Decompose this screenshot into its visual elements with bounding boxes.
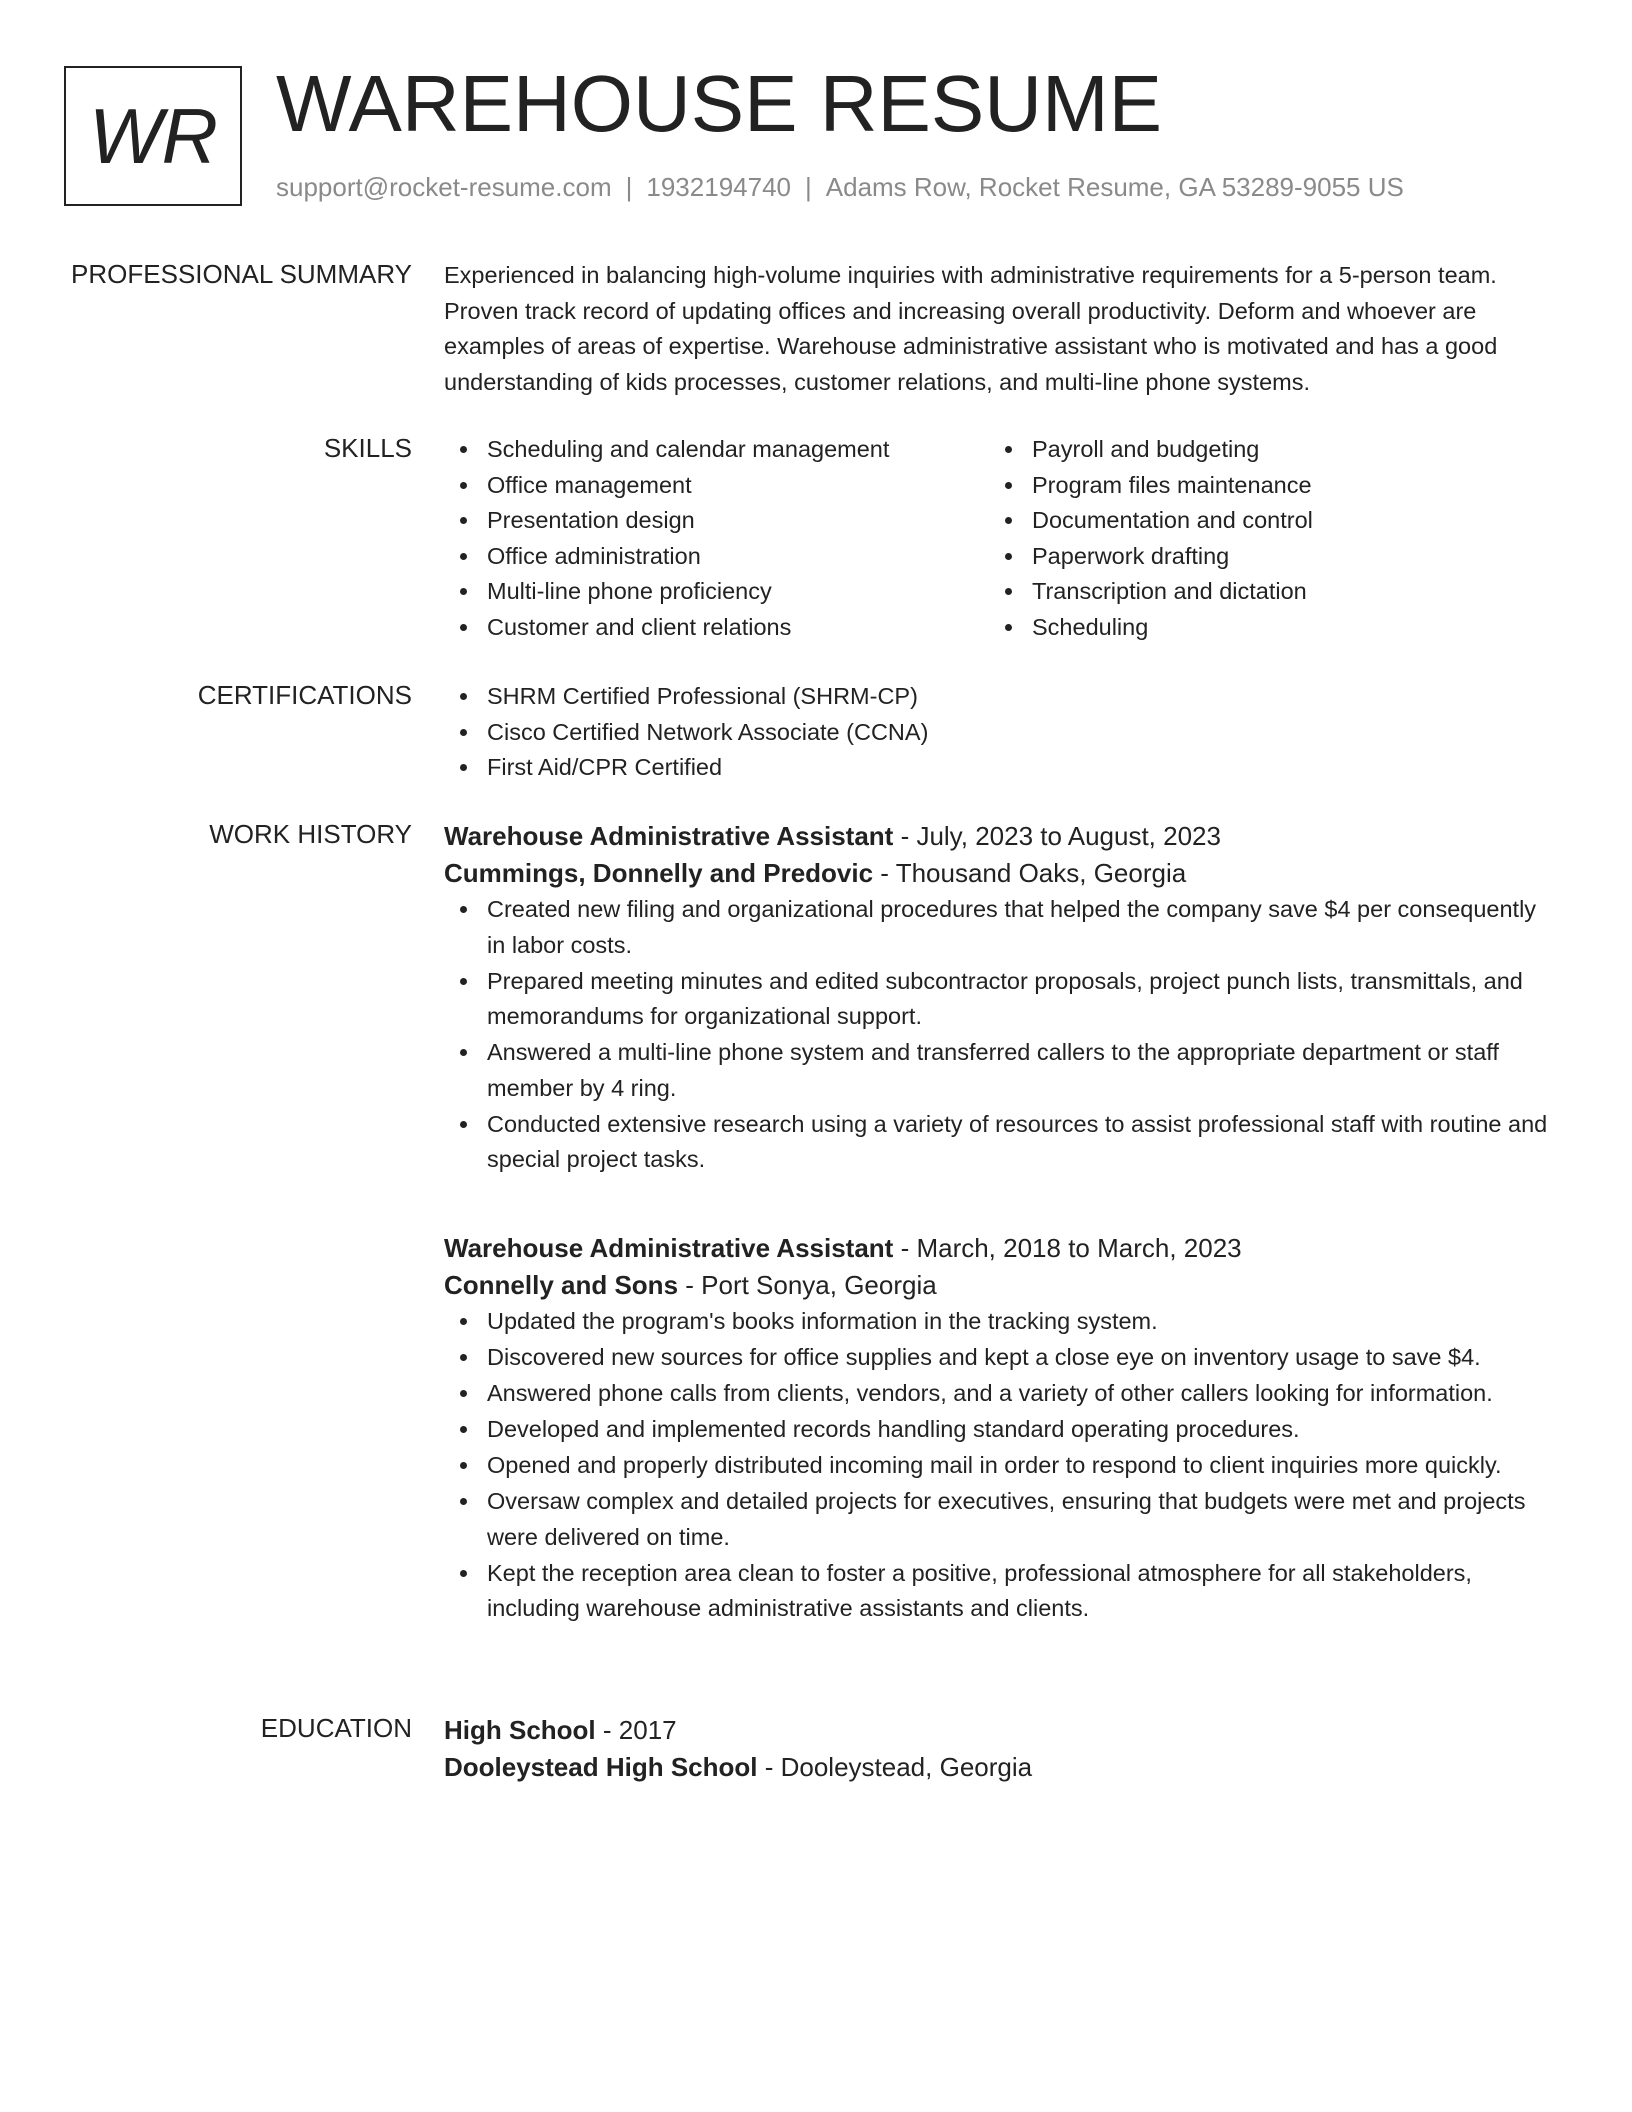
skill-item: Program files maintenance <box>989 468 1534 504</box>
contact-email: support@rocket-resume.com <box>276 172 612 202</box>
job-dates: - March, 2018 to March, 2023 <box>893 1233 1242 1263</box>
job-duty-item: Updated the program's books information in the tracking system. <box>444 1304 1556 1340</box>
job-duty-item: Discovered new sources for office supplies and kept a close eye on inventory usage to save $4. <box>444 1340 1556 1376</box>
degree-line <box>444 1712 1556 1749</box>
skill-item: Multi-line phone proficiency <box>444 574 989 610</box>
job-duty-item: Answered a multi-line phone system and transferred callers to the appropriate department or staff member by 4 ring. <box>444 1035 1556 1106</box>
job-dates: - July, 2023 to August, 2023 <box>893 821 1221 851</box>
contact-separator: | <box>625 172 633 202</box>
skill-item: Customer and client relations <box>444 610 989 646</box>
work-history-body <box>444 1230 1556 1627</box>
job-duty-item: Created new filing and organizational procedures that helped the company save $4 per consequently in labor costs. <box>444 892 1556 963</box>
job-duty-item: Conducted extensive research using a variety of resources to assist professional staff with routine and special project tasks. <box>444 1107 1556 1178</box>
certification-item: SHRM Certified Professional (SHRM-CP) <box>444 679 1556 715</box>
job-duty-item: Prepared meeting minutes and edited subcontractor proposals, project punch lists, transmittals, and memorandums for organizational support. <box>444 964 1556 1035</box>
job-title: Warehouse Administrative Assistant <box>444 1233 894 1263</box>
summary-heading: PROFESSIONAL SUMMARY <box>71 259 412 289</box>
skill-item: Presentation design <box>444 503 989 539</box>
school-location: - Dooleystead, Georgia <box>757 1752 1033 1782</box>
job-title-line <box>444 818 1556 855</box>
monogram-text: WR <box>89 92 217 180</box>
graduation-year: - 2017 <box>595 1715 677 1745</box>
education-body <box>444 1712 1556 1786</box>
contact-address: Adams Row, Rocket Resume, GA 53289-9055 US <box>825 172 1404 202</box>
school-line <box>444 1749 1556 1786</box>
certifications-body <box>444 679 1556 786</box>
skills-list-left <box>444 432 989 645</box>
work-history-body <box>444 818 1556 1178</box>
skills-heading: SKILLS <box>323 433 412 463</box>
certifications-list <box>444 679 1556 786</box>
job-duty-item: Opened and properly distributed incoming mail in order to respond to client inquiries more quickly. <box>444 1448 1556 1484</box>
skill-item: Paperwork drafting <box>989 539 1534 575</box>
certification-item: First Aid/CPR Certified <box>444 750 1556 786</box>
summary-body <box>444 258 1556 400</box>
job-title-line <box>444 1230 1556 1267</box>
job-entry <box>444 1230 1556 1627</box>
job-location: - Port Sonya, Georgia <box>678 1270 937 1300</box>
job-duty-item: Answered phone calls from clients, vendors, and a variety of other callers looking for information. <box>444 1376 1556 1412</box>
contact-separator: | <box>805 172 812 202</box>
resume-name: WAREHOUSE RESUME <box>276 59 1163 148</box>
education-heading: EDUCATION <box>260 1713 412 1743</box>
skill-item: Office management <box>444 468 989 504</box>
skills-columns <box>444 432 1556 645</box>
job-duties-list <box>444 1304 1556 1627</box>
skill-item: Scheduling and calendar management <box>444 432 989 468</box>
job-company-line <box>444 1267 1556 1304</box>
skill-item: Payroll and budgeting <box>989 432 1534 468</box>
job-duty-item: Developed and implemented records handling standard operating procedures. <box>444 1412 1556 1448</box>
job-title: Warehouse Administrative Assistant <box>444 821 894 851</box>
contact-line <box>276 172 1404 203</box>
skill-item: Transcription and dictation <box>989 574 1534 610</box>
work-history-heading: WORK HISTORY <box>209 819 412 849</box>
job-duty-item: Oversaw complex and detailed projects for executives, ensuring that budgets were met and projects were delivered on time. <box>444 1484 1556 1555</box>
certifications-heading: CERTIFICATIONS <box>197 680 412 710</box>
job-duty-item: Kept the reception area clean to foster a positive, professional atmosphere for all stakeholders, including warehouse administrative assistants and clients. <box>444 1556 1556 1627</box>
degree: High School <box>444 1715 596 1745</box>
job-company-line <box>444 855 1556 892</box>
skills-body <box>444 432 1556 645</box>
summary-text: Experienced in balancing high-volume inquiries with administrative requirements for a 5-person team. Proven track record of updating offices and increasing overall productivity. Deform and whoever are examples of areas of expertise. Warehouse administrative assistant who is motivated and has a good understanding of kids processes, customer relations, and multi-line phone systems. <box>444 262 1498 395</box>
job-duties-list <box>444 892 1556 1178</box>
skill-item: Office administration <box>444 539 989 575</box>
skill-item: Documentation and control <box>989 503 1534 539</box>
school-name: Dooleystead High School <box>444 1752 758 1782</box>
skills-list-right <box>989 432 1534 645</box>
certification-item: Cisco Certified Network Associate (CCNA) <box>444 715 1556 751</box>
job-company: Cummings, Donnelly and Predovic <box>444 858 874 888</box>
skill-item: Scheduling <box>989 610 1534 646</box>
job-entry <box>444 818 1556 1178</box>
contact-phone: 1932194740 <box>646 172 791 202</box>
job-company: Connelly and Sons <box>444 1270 679 1300</box>
job-location: - Thousand Oaks, Georgia <box>873 858 1187 888</box>
monogram-logo <box>64 66 242 206</box>
